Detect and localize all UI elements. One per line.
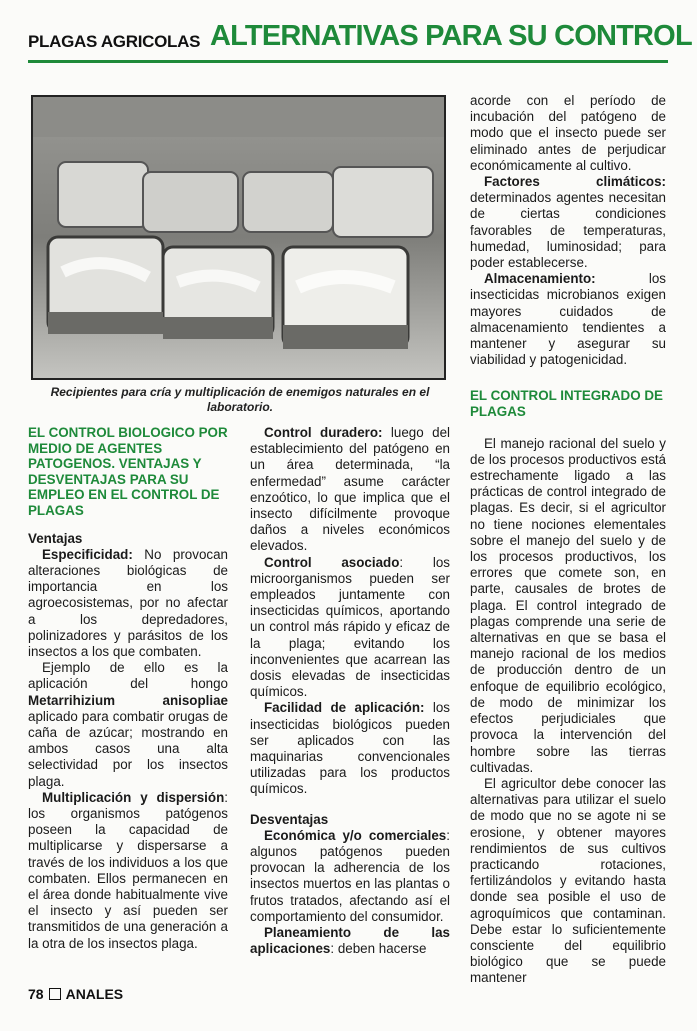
label-multiplicacion: Multiplicación y dispersión — [42, 789, 225, 805]
article-title: ALTERNATIVAS PARA SU CONTROL — [210, 20, 692, 52]
para-economica — [250, 828, 450, 925]
label-factores-climaticos: Factores climáticos: — [484, 174, 666, 190]
para-especificidad — [28, 547, 228, 660]
para-factores-climaticos — [470, 174, 666, 271]
column-3 — [470, 93, 666, 987]
page-header — [28, 18, 692, 58]
para-continuation: acorde con el período de incubación del patógeno de modo que el insecto puede ser eliminado antes de perjudicar económicamente al cultivo. — [470, 93, 666, 173]
text-facilidad: los insecticidas biológicos pueden ser aplicados con las maquinarias convencionales utilizadas para los productos químicos. — [250, 700, 450, 797]
text-multiplicacion: : los organismos patógenos poseen la capacidad de multiplicarse y dispersarse a través de los individuos a los que combaten. Ellos permanecen en el área donde habitualmente vive el insecto y así pueden ser transmitidos de una generación a la otra de los insectos plaga. — [28, 789, 228, 951]
subheading-desventajas: Desventajas — [250, 811, 329, 827]
column-2 — [250, 425, 450, 958]
column-1 — [28, 425, 228, 952]
label-almacenamiento: Almacenamiento: — [484, 271, 596, 287]
label-planeamiento: Planeamiento de las aplicaciones — [250, 925, 450, 957]
para-multiplicacion — [28, 790, 228, 952]
section-label: PLAGAS AGRICOLAS — [28, 32, 201, 51]
para-integrated-1: El manejo racional del suelo y de los procesos productivos está estrechamente ligado a las prácticas de control integrado de plagas. Es decir, si el agricultor no tiene nociones elementales sobre el manejo del suelo y de los procesos productivos, los errores que comete son, en parte, causales de brotes de plaga. El control integrado de plagas comprende una serie de alternativas en que se basa el manejo racional de los medios de producción dentro de un enfoque de equilibrio ecológico, de modo de minimizar los efectos perjudiciales que provoca la intervención del hombre sobre las tierras cultivadas. — [470, 435, 666, 775]
square-bullet-icon — [49, 988, 61, 1000]
text-economica: : algunos patógenos pueden provocan la adherencia de los insectos muertos en las plantas o frutos tratados, afectando así el comportamiento del consumidor. — [250, 827, 450, 924]
text-factores-climaticos: determinados agentes necesitan de ciertas condiciones favorables de temperaturas, humedad, luminosidad; para poder establecerse. — [470, 190, 666, 271]
lab-containers-image — [33, 97, 444, 378]
para-integrated-2: El agricultor debe conocer las alternativas para utilizar el suelo de modo que no se agote ni se erosione, y obtener mayores rendimientos de sus cultivos practicando rotaciones, fertilizándolos y evitando hasta donde sea posible el uso de agroquímicos que contaminan. Debe estar lo suficientemente consciente del equilibrio biológico que se puede mantener — [470, 775, 666, 986]
text-ejemplo-1: Ejemplo de ello es la aplicación del hongo — [28, 660, 228, 692]
photo-caption: Recipientes para cría y multiplicación de enemigos naturales en el laboratorio. — [50, 385, 430, 414]
para-control-asociado — [250, 555, 450, 701]
text-planeamiento: : deben hacerse — [330, 941, 427, 957]
header-rule — [28, 60, 668, 63]
subheading-ventajas: Ventajas — [28, 530, 83, 546]
heading-biological-control: EL CONTROL BIOLOGICO POR MEDIO DE AGENTES PATOGENOS. VENTAJAS Y DESVENTAJAS PARA SU EMPLEO EN EL CONTROL DE PLAGAS — [28, 425, 228, 518]
label-economica: Económica y/o comerciales — [264, 827, 447, 843]
text-control-asociado: : los microorganismos pueden ser empleados juntamente con insecticidas químicos, aportando un control más rápido y eficaz de la plaga; evitando los inconvenientes que acarrean las dosis elevadas de insecticidas químicos. — [250, 554, 450, 700]
text-fungus-name: Metarrihizium anisopliae — [28, 692, 228, 708]
para-planeamiento — [250, 925, 450, 957]
para-ejemplo — [28, 660, 228, 790]
heading-integrated-control: EL CONTROL INTEGRADO DE PLAGAS — [470, 388, 663, 420]
label-control-asociado: Control asociado — [264, 554, 400, 570]
para-control-duradero — [250, 425, 450, 555]
page-number: 78 — [28, 986, 44, 1002]
text-ejemplo-2: aplicado para combatir orugas de caña de azúcar; mostrando en ambos casos una alta selectividad por los insectos plaga. — [28, 708, 228, 789]
page-footer — [28, 986, 123, 1002]
magazine-name: ANALES — [65, 986, 124, 1002]
label-facilidad: Facilidad de aplicación: — [264, 700, 425, 716]
lab-photo — [31, 95, 446, 380]
para-facilidad — [250, 700, 450, 797]
text-control-duradero: luego del establecimiento del patógeno en un área determinada, “la enfermedad” asume carácter enzoótico, lo que implica que el insecto difícilmente provoque daños a niveles económicos elevados. — [250, 425, 450, 554]
label-control-duradero: Control duradero: — [264, 425, 383, 440]
text-especificidad: No provocan alteraciones biológicas de importancia en los agroecosistemas, por no afectar a los depredadores, polinizadores y parásitos de los insectos a los que combaten. — [28, 546, 228, 659]
para-almacenamiento — [470, 271, 666, 368]
label-especificidad: Especificidad: — [42, 546, 133, 562]
text-almacenamiento: los insecticidas microbianos exigen mayores cuidados de almacenamiento tendientes a mantener y asegurar su viabilidad y patogenicidad. — [470, 271, 666, 368]
